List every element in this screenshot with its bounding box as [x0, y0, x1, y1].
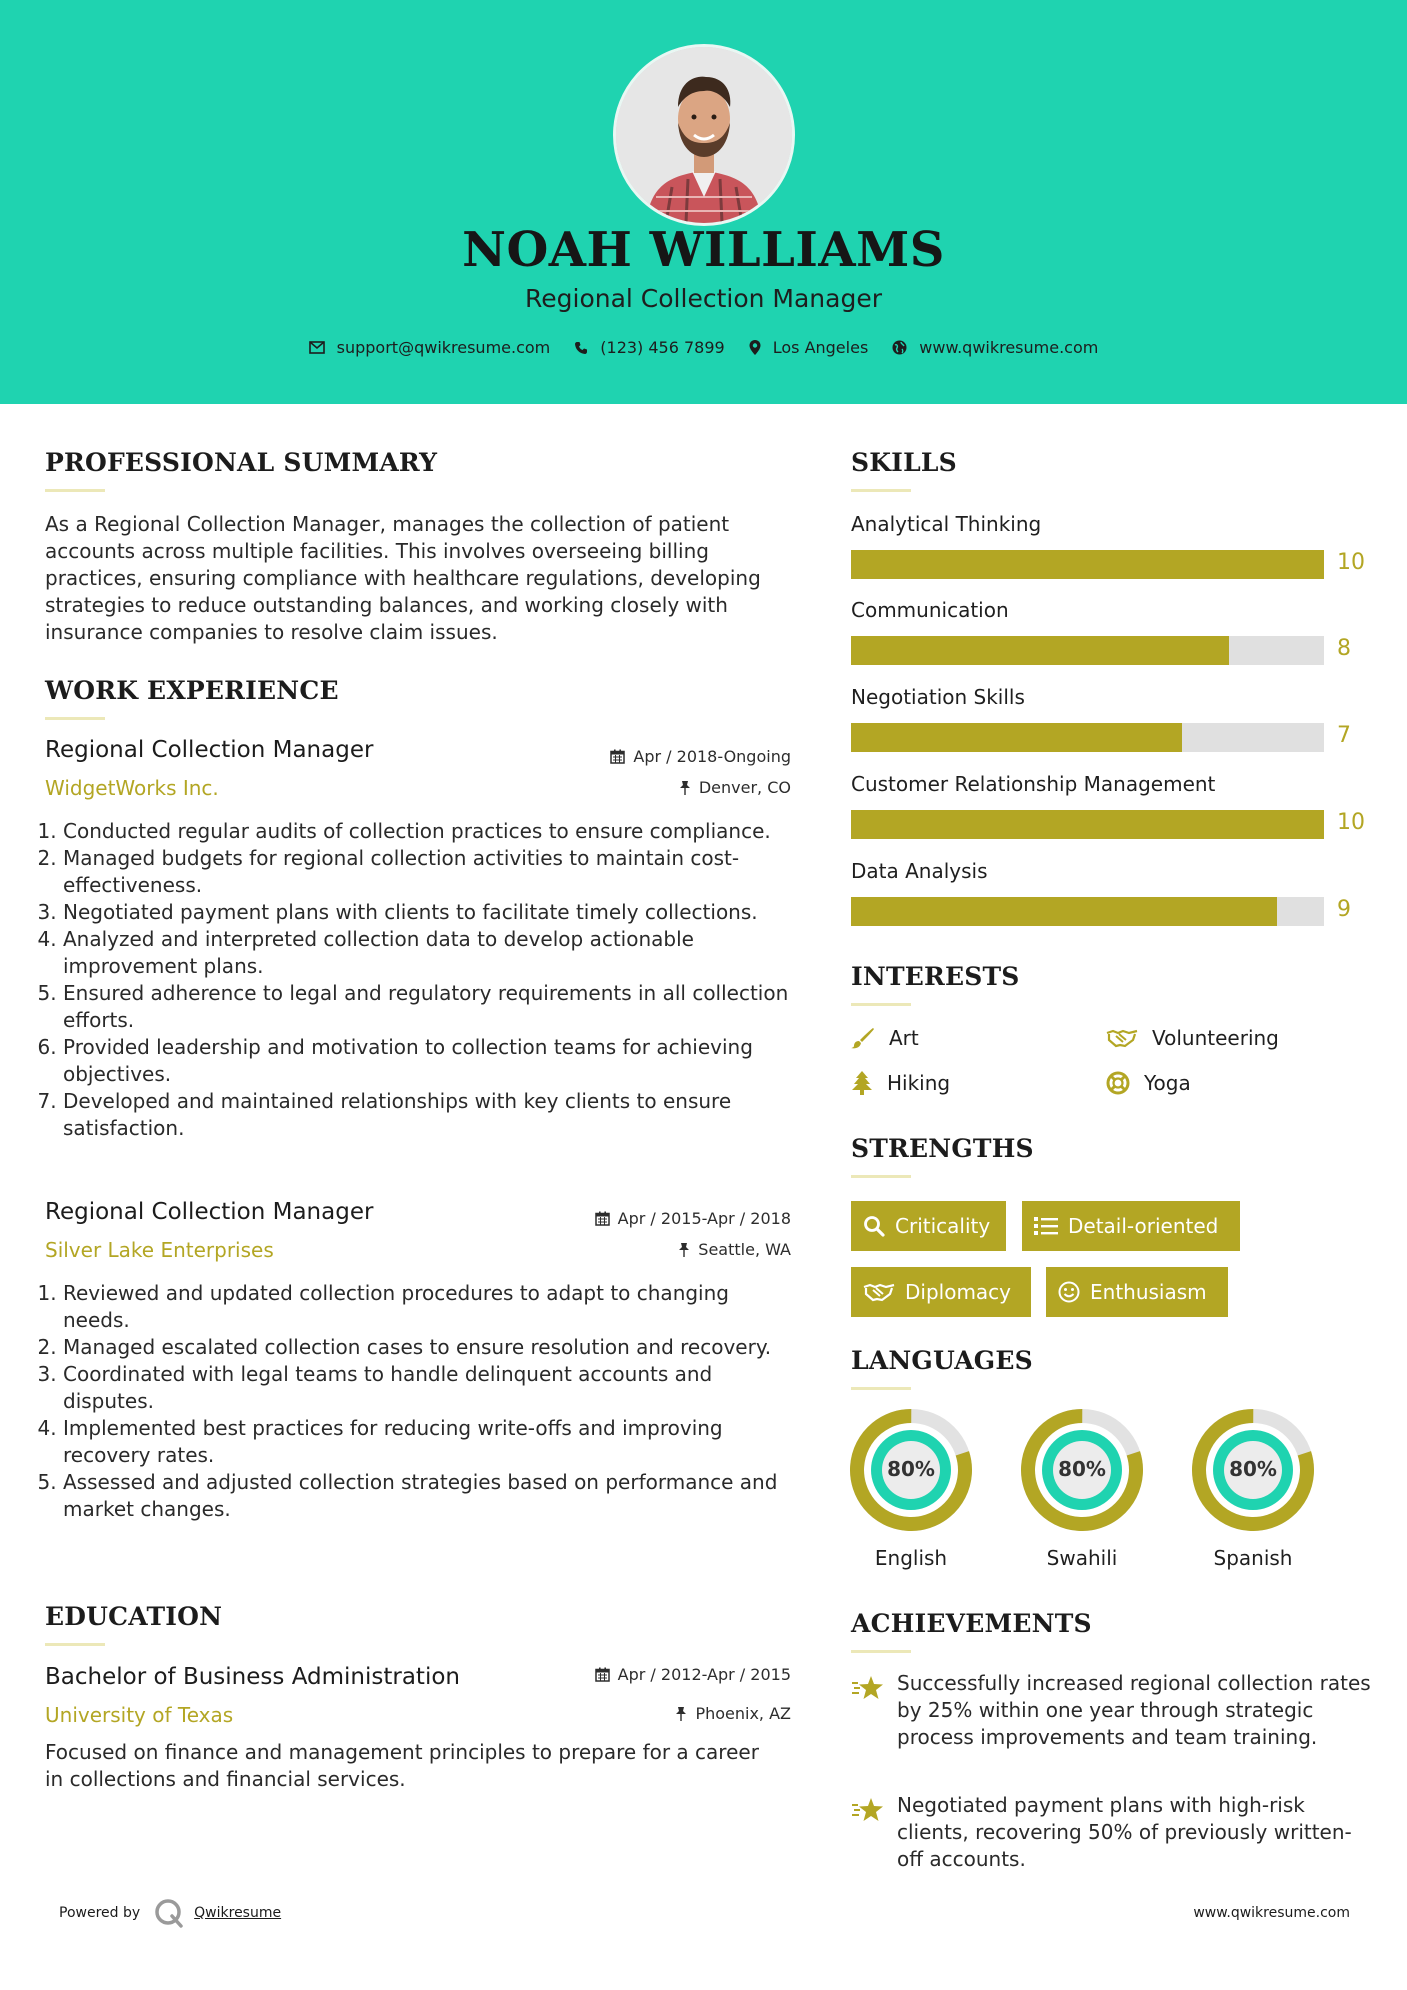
skills-heading: SKILLS — [851, 448, 957, 477]
duty-item: 1. Conducted regular audits of collection practices to ensure compliance. — [63, 818, 800, 845]
handshake-icon — [1106, 1028, 1138, 1048]
interests-underline — [851, 1003, 911, 1006]
skill-bar-track — [851, 723, 1324, 752]
search-icon — [863, 1215, 885, 1237]
contact-bar — [0, 338, 1407, 357]
powered-by-text: Powered by — [59, 1905, 141, 1921]
interest-label: Art — [889, 1026, 919, 1050]
skill-bar-fill — [851, 550, 1324, 579]
interest-item-hiking — [851, 1071, 950, 1095]
skill-bar-fill — [851, 810, 1324, 839]
duty-item: 2. Managed budgets for regional collection activities to maintain cost-effectiveness. — [63, 845, 800, 899]
envelope-icon — [309, 341, 325, 354]
contact-phone-text: (123) 456 7899 — [600, 338, 725, 357]
strength-label: Detail-oriented — [1068, 1214, 1219, 1238]
education-description: Focused on finance and management principles to prepare for a career in collections and financial services. — [45, 1740, 759, 1791]
job-2-title: Regional Collection Manager — [45, 1199, 374, 1225]
language-percent: 80% — [1058, 1457, 1106, 1481]
lifering-icon — [1106, 1071, 1130, 1095]
education-school: University of Texas — [45, 1703, 234, 1727]
skill-value: 7 — [1337, 723, 1351, 748]
star-icon — [851, 1796, 885, 1822]
language-percent: 80% — [887, 1457, 935, 1481]
job-2-duties — [45, 1280, 800, 1523]
interest-item-yoga — [1106, 1071, 1191, 1095]
job-1-title: Regional Collection Manager — [45, 737, 374, 763]
experience-underline — [45, 717, 105, 720]
contact-website-text: www.qwikresume.com — [919, 338, 1099, 357]
duty-item: 3. Coordinated with legal teams to handle delinquent accounts and disputes. — [63, 1361, 800, 1415]
experience-heading: WORK EXPERIENCE — [45, 676, 339, 705]
job-1-date — [610, 747, 791, 766]
strength-label: Enthusiasm — [1090, 1280, 1207, 1304]
interests-heading: INTERESTS — [851, 962, 1020, 991]
calendar-icon — [595, 1667, 610, 1682]
candidate-name: NOAH WILLIAMS — [462, 222, 945, 278]
skill-value: 8 — [1337, 636, 1351, 661]
pushpin-icon — [675, 1706, 687, 1721]
achievement-item — [851, 1792, 1371, 1873]
strength-label: Diplomacy — [905, 1280, 1012, 1304]
handshake-icon — [863, 1282, 895, 1302]
education-location-text: Phoenix, AZ — [695, 1704, 791, 1723]
achievements-underline — [851, 1650, 911, 1653]
skills-underline — [851, 489, 911, 492]
footer-website[interactable]: www.qwikresume.com — [1193, 1905, 1350, 1921]
achievements-heading: ACHIEVEMENTS — [851, 1609, 1092, 1638]
interest-label: Volunteering — [1152, 1026, 1279, 1050]
strengths-heading: STRENGTHS — [851, 1134, 1034, 1163]
map-marker-icon — [749, 340, 761, 355]
skill-label: Customer Relationship Management — [851, 772, 1216, 796]
contact-email-text: support@qwikresume.com — [336, 338, 551, 357]
education-degree: Bachelor of Business Administration — [45, 1664, 460, 1690]
smile-icon — [1058, 1281, 1080, 1303]
duty-item: 6. Provided leadership and motivation to collection teams for achieving objectives. — [63, 1034, 800, 1088]
achievement-item — [851, 1670, 1371, 1751]
strengths-underline — [851, 1175, 911, 1178]
strength-label: Criticality — [895, 1214, 991, 1238]
education-heading: EDUCATION — [45, 1602, 223, 1631]
pushpin-icon — [678, 1242, 690, 1257]
language-name: Spanish — [1213, 1546, 1293, 1570]
skill-bar-fill — [851, 897, 1277, 926]
skill-bar-track — [851, 636, 1324, 665]
interest-label: Hiking — [887, 1071, 951, 1095]
tree-icon — [851, 1071, 873, 1095]
job-1-location-text: Denver, CO — [698, 778, 791, 797]
job-1-duties — [45, 818, 800, 1142]
globe-icon — [892, 340, 907, 355]
education-location — [675, 1704, 791, 1723]
languages-underline — [851, 1387, 911, 1390]
header-banner — [0, 0, 1407, 404]
skill-value: 10 — [1337, 810, 1365, 835]
interest-label: Yoga — [1144, 1071, 1191, 1095]
skill-label: Communication — [851, 598, 1009, 622]
duty-item: 2. Managed escalated collection cases to ensure resolution and recovery. — [63, 1334, 800, 1361]
profile-photo — [613, 44, 795, 226]
skill-bar-track — [851, 550, 1324, 579]
education-date — [595, 1665, 791, 1684]
job-1-date-text: Apr / 2018-Ongoing — [633, 747, 791, 766]
duty-item: 5. Assessed and adjusted collection strategies based on performance and market changes. — [63, 1469, 800, 1523]
education-date-text: Apr / 2012-Apr / 2015 — [617, 1665, 791, 1684]
skill-bar-fill — [851, 723, 1182, 752]
job-2-date-text: Apr / 2015-Apr / 2018 — [617, 1209, 791, 1228]
contact-location — [749, 338, 869, 357]
contact-website[interactable] — [892, 338, 1098, 357]
footer-powered-by — [59, 1898, 281, 1928]
job-2-company: Silver Lake Enterprises — [45, 1238, 274, 1262]
skill-label: Analytical Thinking — [851, 512, 1042, 536]
calendar-icon — [595, 1211, 610, 1226]
skill-label: Data Analysis — [851, 859, 988, 883]
achievement-text: Negotiated payment plans with high-risk clients, recovering 50% of previously written-off accounts. — [897, 1793, 1352, 1871]
duty-item: 7. Developed and maintained relationships with key clients to ensure satisfaction. — [63, 1088, 800, 1142]
star-icon — [851, 1674, 885, 1700]
education-underline — [45, 1643, 105, 1646]
interest-item-art — [851, 1026, 919, 1050]
skill-bar-track — [851, 897, 1324, 926]
job-1-location — [679, 778, 791, 797]
duty-item: 3. Negotiated payment plans with clients to facilitate timely collections. — [63, 899, 800, 926]
summary-heading: PROFESSIONAL SUMMARY — [45, 448, 438, 477]
strength-tag-enthusiasm — [1046, 1267, 1228, 1317]
contact-location-text: Los Angeles — [772, 338, 869, 357]
language-name: English — [874, 1546, 948, 1570]
skill-label: Negotiation Skills — [851, 685, 1025, 709]
duty-item: 4. Analyzed and interpreted collection data to develop actionable improvement plans. — [63, 926, 800, 980]
calendar-icon — [610, 749, 625, 764]
avatar-image — [616, 47, 792, 223]
skill-value: 10 — [1337, 550, 1365, 575]
skill-bar-fill — [851, 636, 1229, 665]
language-name: Swahili — [1046, 1546, 1118, 1570]
achievement-text: Successfully increased regional collection rates by 25% within one year through strategic process improvements and team training. — [897, 1671, 1371, 1749]
strength-tag-diplomacy — [851, 1267, 1031, 1317]
paintbrush-icon — [851, 1027, 875, 1049]
strength-tag-detail-oriented — [1022, 1201, 1240, 1251]
job-1-company: WidgetWorks Inc. — [45, 776, 219, 800]
duty-item: 4. Implemented best practices for reducing write-offs and improving recovery rates. — [63, 1415, 800, 1469]
list-icon — [1034, 1216, 1058, 1236]
summary-underline — [45, 489, 105, 492]
interest-item-volunteering — [1106, 1026, 1279, 1050]
phone-icon — [574, 341, 588, 355]
contact-phone[interactable] — [574, 338, 724, 357]
qwikresume-logo-icon — [154, 1898, 184, 1928]
strength-tag-criticality — [851, 1201, 1006, 1251]
duty-item: 1. Reviewed and updated collection procedures to adapt to changing needs. — [63, 1280, 800, 1334]
candidate-title: Regional Collection Manager — [525, 284, 882, 313]
job-2-date — [595, 1209, 791, 1228]
skill-bar-track — [851, 810, 1324, 839]
skill-value: 9 — [1337, 897, 1351, 922]
summary-text: As a Regional Collection Manager, manages the collection of patient accounts across multiple facilities. This involves overseeing billing practices, ensuring compliance with healthcare regulations, developing strategies to reduce outstanding balances, and working closely with insurance companies to resolve claim issues. — [45, 512, 761, 644]
qwikresume-link[interactable]: Qwikresume — [194, 1905, 282, 1921]
language-percent: 80% — [1229, 1457, 1277, 1481]
duty-item: 5. Ensured adherence to legal and regulatory requirements in all collection efforts. — [63, 980, 800, 1034]
contact-email[interactable] — [309, 338, 551, 357]
pushpin-icon — [679, 780, 691, 795]
job-2-location-text: Seattle, WA — [698, 1240, 791, 1259]
job-2-location — [678, 1240, 791, 1259]
languages-heading: LANGUAGES — [851, 1346, 1033, 1375]
